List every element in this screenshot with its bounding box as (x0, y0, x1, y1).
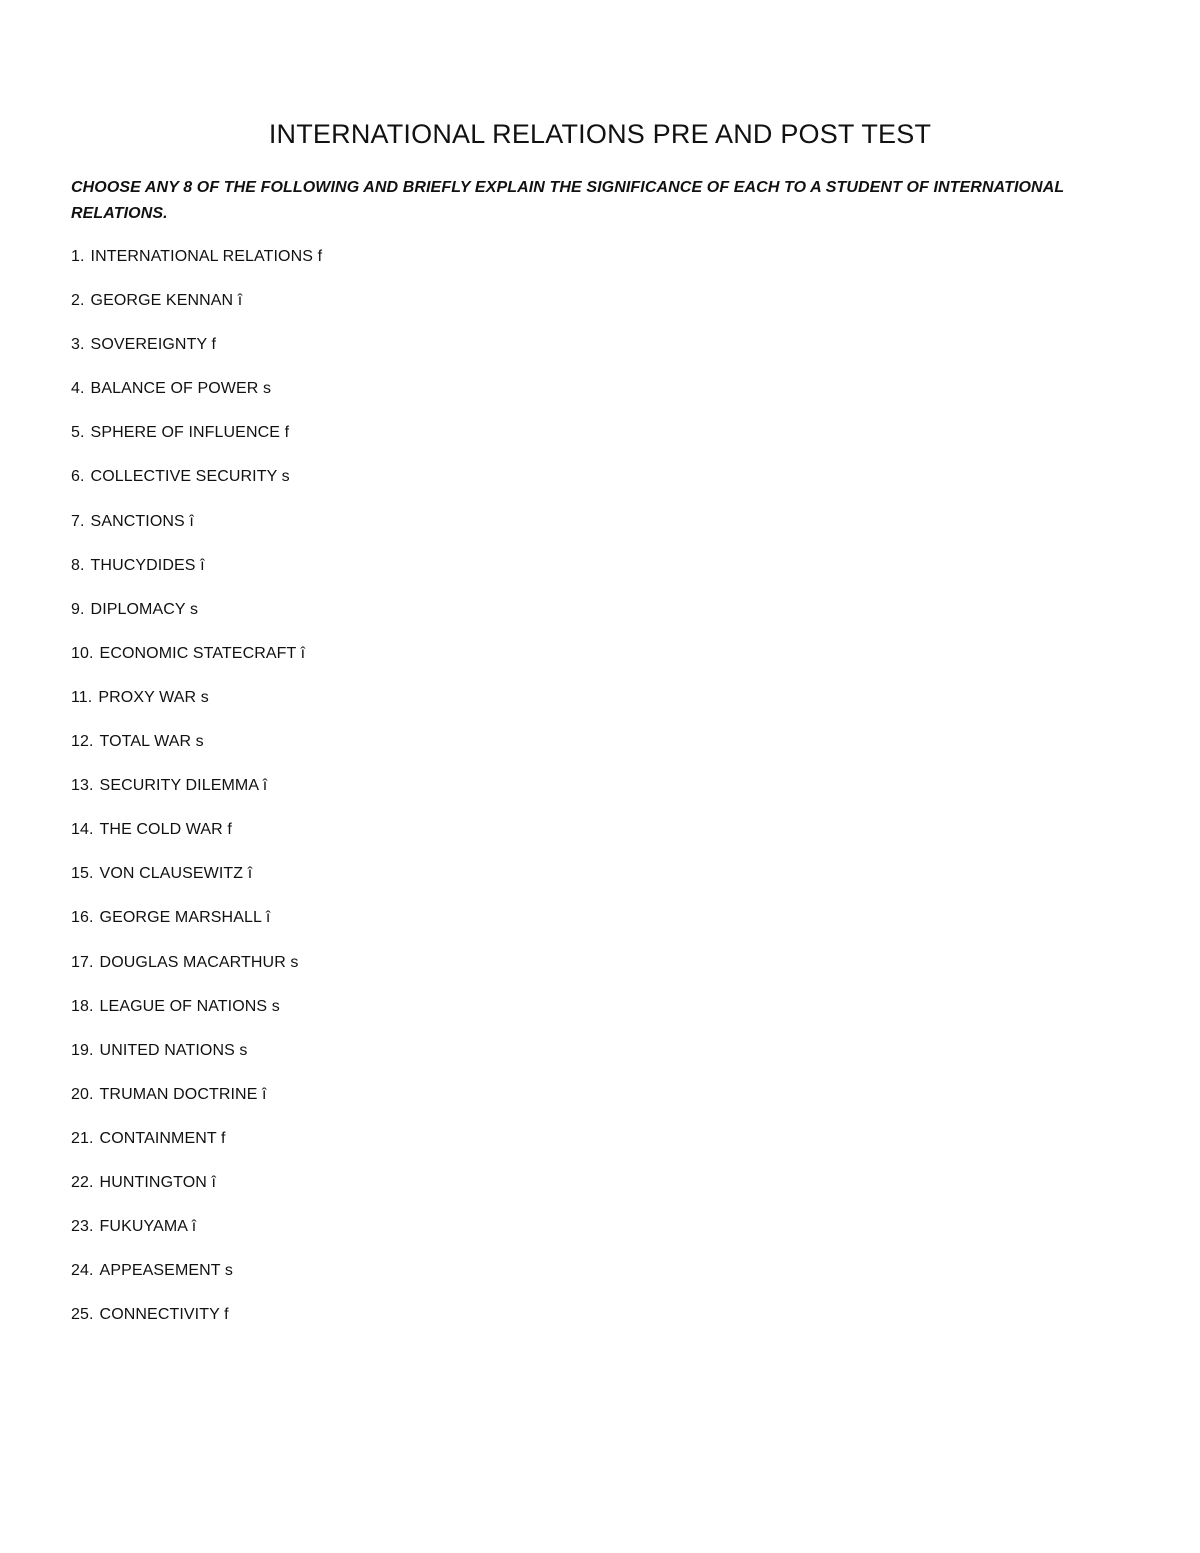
list-item (71, 290, 322, 334)
item-term: GEORGE KENNAN î (90, 292, 243, 310)
list-item (71, 952, 322, 996)
item-number: 11. (71, 688, 93, 706)
item-number: 4. (71, 380, 85, 398)
item-term: PROXY WAR s (98, 688, 209, 706)
list-item (71, 1216, 322, 1260)
item-number: 14. (71, 821, 94, 839)
list-item (71, 511, 322, 555)
list-item (71, 378, 322, 422)
item-term: APPEASEMENT s (99, 1262, 234, 1280)
list-item (71, 555, 322, 599)
item-term: SPHERE OF INFLUENCE f (90, 424, 290, 442)
item-number: 8. (71, 556, 85, 574)
document-title: INTERNATIONAL RELATIONS PRE AND POST TEST (268, 119, 932, 149)
list-item (71, 1040, 322, 1084)
list-item (71, 687, 322, 731)
item-number: 1. (71, 248, 85, 265)
item-term: SOVEREIGNTY f (90, 336, 217, 354)
instructions-text: CHOOSE ANY 8 OF THE FOLLOWING AND BRIEFLY EXPLAIN THE SIGNIFICANCE OF EACH TO A STUDENT OF INTERNATIONAL RELATIONS. (71, 179, 1064, 222)
item-number: 6. (71, 468, 85, 486)
item-number: 24. (71, 1262, 94, 1280)
list-item (71, 731, 322, 775)
item-term: CONNECTIVITY f (99, 1306, 229, 1324)
list-item (71, 1084, 322, 1128)
item-term: TRUMAN DOCTRINE î (99, 1085, 267, 1103)
item-number: 12. (71, 733, 94, 751)
item-term: CONTAINMENT f (99, 1129, 226, 1147)
item-term: UNITED NATIONS s (99, 1041, 248, 1059)
list-item (71, 246, 322, 290)
item-term: VON CLAUSEWITZ î (99, 865, 253, 883)
list-item (71, 996, 322, 1040)
item-term: TOTAL WAR s (99, 733, 204, 751)
item-number: 16. (71, 909, 94, 927)
item-number: 22. (71, 1173, 94, 1191)
list-item (71, 863, 322, 907)
list-item (71, 1304, 322, 1348)
list-item (71, 466, 322, 510)
item-number: 18. (71, 997, 94, 1015)
item-number: 25. (71, 1306, 94, 1324)
list-item (71, 819, 322, 863)
list-item (71, 334, 322, 378)
item-term: INTERNATIONAL RELATIONS f (90, 248, 323, 265)
item-number: 9. (71, 600, 85, 618)
item-number: 17. (71, 953, 94, 971)
item-number: 7. (71, 512, 85, 530)
list-item (71, 775, 322, 819)
item-number: 15. (71, 865, 94, 883)
item-term: THUCYDIDES î (90, 556, 205, 574)
item-number: 23. (71, 1218, 94, 1236)
item-term: SECURITY DILEMMA î (99, 777, 268, 795)
list-item (71, 422, 322, 466)
item-number: 2. (71, 292, 85, 310)
item-number: 21. (71, 1129, 94, 1147)
item-number: 3. (71, 336, 85, 354)
item-term: GEORGE MARSHALL î (99, 909, 271, 927)
item-number: 20. (71, 1085, 94, 1103)
item-number: 13. (71, 777, 94, 795)
item-number: 5. (71, 424, 85, 442)
item-term: LEAGUE OF NATIONS s (99, 997, 280, 1015)
item-term: DOUGLAS MACARTHUR s (99, 953, 299, 971)
item-number: 19. (71, 1041, 94, 1059)
item-term: HUNTINGTON î (99, 1173, 217, 1191)
list-item (71, 599, 322, 643)
item-term: THE COLD WAR f (99, 821, 232, 839)
item-term: SANCTIONS î (90, 512, 194, 530)
term-list (71, 246, 322, 1348)
item-term: ECONOMIC STATECRAFT î (99, 644, 306, 662)
item-term: DIPLOMACY s (90, 600, 199, 618)
item-term: FUKUYAMA î (99, 1218, 197, 1236)
item-number: 10. (71, 644, 94, 662)
list-item (71, 1172, 322, 1216)
list-item (71, 1260, 322, 1304)
item-term: BALANCE OF POWER s (90, 380, 272, 398)
item-term: COLLECTIVE SECURITY s (90, 468, 290, 486)
list-item (71, 643, 322, 687)
list-item (71, 907, 322, 951)
list-item (71, 1128, 322, 1172)
